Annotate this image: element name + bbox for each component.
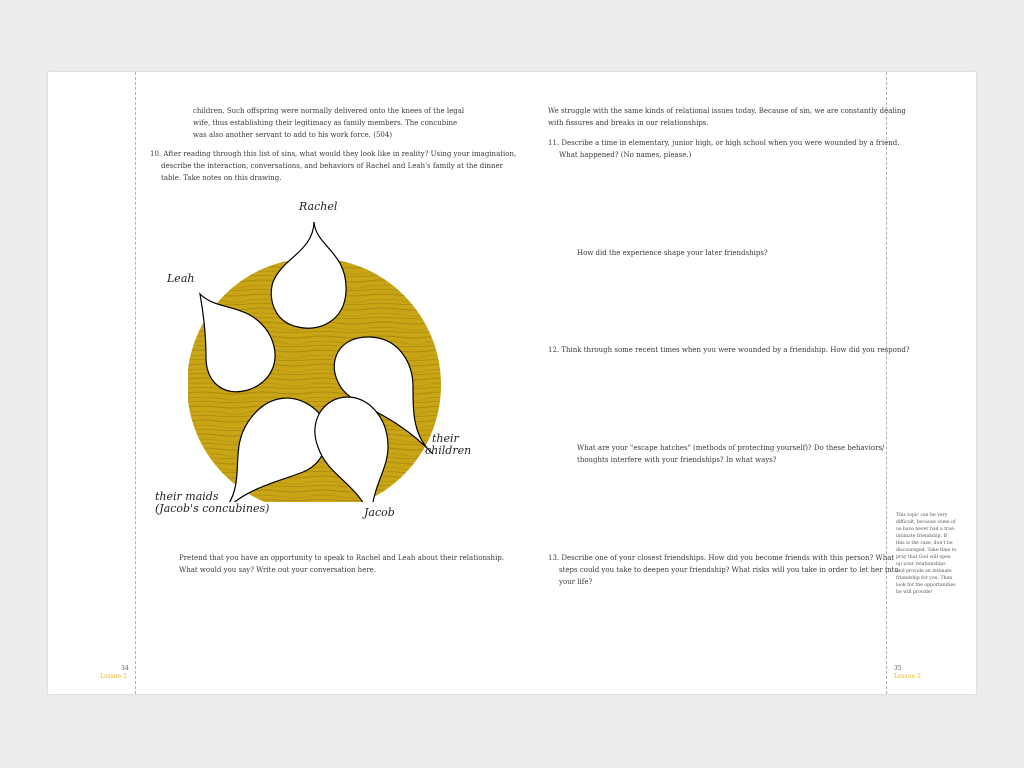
rachel-petal	[271, 222, 346, 328]
question-11-line-1: 11. Describe a time in elementary, junior high, or high school when you were wounded by a friend.	[548, 139, 900, 147]
side-note-line: difficult, because some of	[896, 520, 956, 525]
label-rachel: Rachel	[299, 200, 338, 213]
side-note-line: look for the opportunities	[896, 583, 956, 588]
side-note-line: friendship for you. Then	[896, 576, 953, 581]
intro-line-1: children. Such offspring were normally delivered onto the knees of the legal	[193, 107, 465, 115]
side-note-line: this is the case, don't be	[896, 541, 953, 546]
family-drawing	[188, 222, 448, 502]
question-13-line-3: your life?	[559, 578, 593, 586]
side-note-line: and provide an intimate	[896, 569, 952, 574]
side-note-line: he will provide!	[896, 590, 933, 595]
left-margin-rule	[135, 72, 136, 694]
right-page	[512, 72, 976, 694]
side-note-line: intimate friendship. If	[896, 534, 948, 539]
page-number-left: 34	[121, 665, 129, 672]
label-concubines: (Jacob's concubines)	[155, 502, 270, 515]
question-11-line-2: What happened? (No names, please.)	[559, 151, 692, 159]
label-jacob: Jacob	[364, 506, 395, 519]
question-13-line-2: steps could you take to deepen your friendship? What risks will you take in order to let her into	[559, 566, 899, 574]
side-note-line: discouraged. Take time to	[896, 548, 957, 553]
side-note-line: pray that God will open	[896, 555, 951, 560]
lesson-label-right: Lesson 2	[894, 673, 921, 680]
right-intro-line-1: We struggle with the same kinds of relational issues today. Because of sin, we are constantly dealing	[548, 107, 906, 115]
question-10-line-2: describe the interaction, conversations, and behaviors of Rachel and Leah's family at the dinner	[161, 162, 504, 170]
book-spread	[48, 72, 976, 694]
right-margin-rule	[886, 72, 887, 694]
side-note-line: us have never had a true,	[896, 527, 956, 532]
side-note-line: This topic can be very	[896, 513, 948, 518]
label-children: children	[425, 444, 472, 457]
pretend-line-2: What would you say? Write out your conversation here.	[179, 566, 377, 574]
left-page	[48, 72, 517, 694]
question-13-line-1: 13. Describe one of your closest friendships. How did you become friends with this person? What	[548, 554, 895, 562]
question-11-followup: How did the experience shape your later friendships?	[577, 249, 768, 257]
question-12-followup-line-2: thoughts interfere with your friendships? In what ways?	[577, 456, 777, 464]
pretend-line-1: Pretend that you have an opportunity to speak to Rachel and Leah about their relationship.	[179, 554, 505, 562]
intro-line-3: was also another servant to add to his work force. (504)	[193, 131, 393, 139]
label-maids: their maids	[155, 490, 219, 503]
question-10-line-1: 10. After reading through this list of sins, what would they look like in reality? Using your imagination,	[150, 150, 517, 158]
right-intro-line-2: with fissures and breaks in our relationships.	[548, 119, 709, 127]
question-10-line-3: table. Take notes on this drawing.	[161, 174, 282, 182]
question-12: 12. Think through some recent times when you were wounded by a friendship. How did you respond?	[548, 346, 910, 354]
label-their: their	[432, 432, 459, 445]
lesson-label-left: Lesson 2	[100, 673, 127, 680]
question-12-followup-line-1: What are your "escape hatches" (methods of protecting yourself)? Do these behaviors/	[577, 444, 885, 452]
label-leah: Leah	[167, 272, 195, 285]
page-number-right: 35	[894, 665, 902, 672]
side-note-line: up your relationships	[896, 562, 946, 567]
intro-line-2: wife, thus establishing their legitimacy as family members. The concubine	[193, 119, 458, 127]
